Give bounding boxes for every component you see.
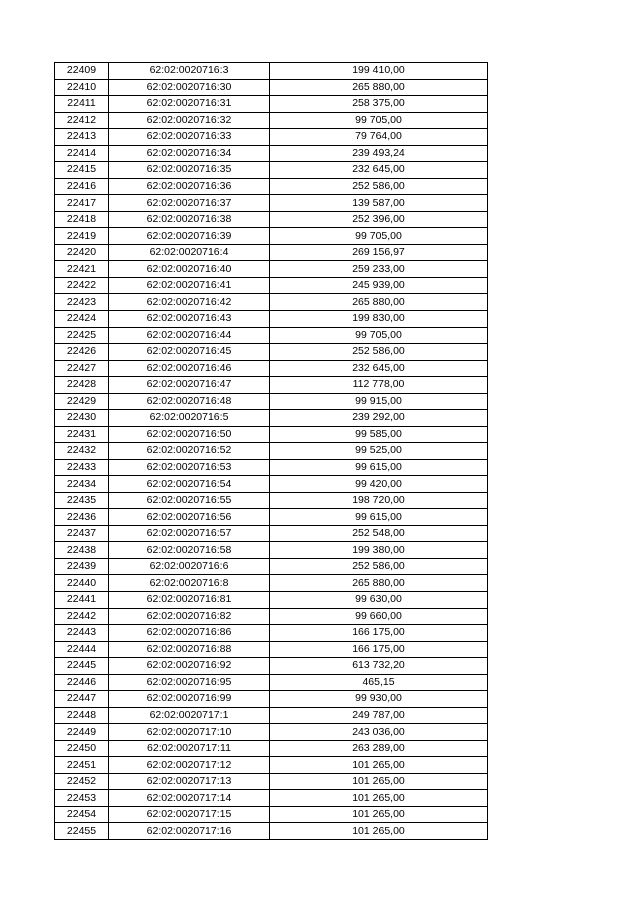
table-row	[55, 294, 488, 311]
cadastral-number-cell: 62:02:0020716:3	[109, 63, 270, 80]
table-row	[55, 261, 488, 278]
row-number-cell: 22447	[55, 691, 109, 708]
cadastral-value-cell: 166 175,00	[270, 641, 488, 658]
cadastral-value-cell: 245 939,00	[270, 277, 488, 294]
table-row	[55, 509, 488, 526]
table-row	[55, 492, 488, 509]
row-number-cell: 22449	[55, 724, 109, 741]
table-row	[55, 476, 488, 493]
cadastral-number-cell: 62:02:0020716:53	[109, 459, 270, 476]
row-number-cell: 22414	[55, 145, 109, 162]
table-row	[55, 525, 488, 542]
cadastral-number-cell: 62:02:0020716:56	[109, 509, 270, 526]
cadastral-number-cell: 62:02:0020716:46	[109, 360, 270, 377]
cadastral-value-cell: 99 705,00	[270, 228, 488, 245]
cadastral-number-cell: 62:02:0020716:82	[109, 608, 270, 625]
cadastral-value-cell: 239 292,00	[270, 410, 488, 427]
table-row	[55, 426, 488, 443]
row-number-cell: 22445	[55, 658, 109, 675]
row-number-cell: 22420	[55, 244, 109, 261]
cadastral-number-cell: 62:02:0020716:43	[109, 310, 270, 327]
cadastral-value-cell: 99 705,00	[270, 327, 488, 344]
table-row	[55, 393, 488, 410]
table-row	[55, 162, 488, 179]
row-number-cell: 22430	[55, 410, 109, 427]
cadastral-value-cell: 243 036,00	[270, 724, 488, 741]
row-number-cell: 22422	[55, 277, 109, 294]
row-number-cell: 22412	[55, 112, 109, 129]
table-row	[55, 410, 488, 427]
cadastral-number-cell: 62:02:0020716:54	[109, 476, 270, 493]
cadastral-value-cell: 265 880,00	[270, 294, 488, 311]
table-row	[55, 327, 488, 344]
cadastral-number-cell: 62:02:0020716:39	[109, 228, 270, 245]
cadastral-value-cell: 265 880,00	[270, 79, 488, 96]
table-row	[55, 773, 488, 790]
row-number-cell: 22450	[55, 740, 109, 757]
table-row	[55, 823, 488, 840]
row-number-cell: 22453	[55, 790, 109, 807]
cadastral-value-cell: 99 615,00	[270, 509, 488, 526]
cadastral-number-cell: 62:02:0020717:10	[109, 724, 270, 741]
cadastral-number-cell: 62:02:0020716:88	[109, 641, 270, 658]
cadastral-number-cell: 62:02:0020716:31	[109, 96, 270, 113]
row-number-cell: 22409	[55, 63, 109, 80]
table-row	[55, 277, 488, 294]
cadastral-value-cell: 99 705,00	[270, 112, 488, 129]
cadastral-number-cell: 62:02:0020716:81	[109, 592, 270, 609]
cadastral-number-cell: 62:02:0020717:14	[109, 790, 270, 807]
table-row	[55, 790, 488, 807]
cadastral-value-cell: 263 289,00	[270, 740, 488, 757]
row-number-cell: 22418	[55, 211, 109, 228]
row-number-cell: 22415	[55, 162, 109, 179]
table-row	[55, 96, 488, 113]
cadastral-number-cell: 62:02:0020716:4	[109, 244, 270, 261]
table-row	[55, 360, 488, 377]
cadastral-number-cell: 62:02:0020716:36	[109, 178, 270, 195]
table-row	[55, 691, 488, 708]
cadastral-value-cell: 101 265,00	[270, 757, 488, 774]
table-row	[55, 806, 488, 823]
cadastral-value-cell: 259 233,00	[270, 261, 488, 278]
table-row	[55, 575, 488, 592]
row-number-cell: 22446	[55, 674, 109, 691]
row-number-cell: 22423	[55, 294, 109, 311]
cadastral-number-cell: 62:02:0020716:30	[109, 79, 270, 96]
cadastral-number-cell: 62:02:0020716:6	[109, 558, 270, 575]
cadastral-number-cell: 62:02:0020716:33	[109, 129, 270, 146]
cadastral-number-cell: 62:02:0020716:42	[109, 294, 270, 311]
cadastral-number-cell: 62:02:0020716:52	[109, 443, 270, 460]
cadastral-number-cell: 62:02:0020716:32	[109, 112, 270, 129]
row-number-cell: 22434	[55, 476, 109, 493]
cadastral-number-cell: 62:02:0020716:38	[109, 211, 270, 228]
cadastral-number-cell: 62:02:0020717:16	[109, 823, 270, 840]
cadastral-number-cell: 62:02:0020716:44	[109, 327, 270, 344]
cadastral-number-cell: 62:02:0020716:58	[109, 542, 270, 559]
table-row	[55, 112, 488, 129]
row-number-cell: 22411	[55, 96, 109, 113]
table-row	[55, 178, 488, 195]
row-number-cell: 22442	[55, 608, 109, 625]
table-row	[55, 211, 488, 228]
row-number-cell: 22451	[55, 757, 109, 774]
row-number-cell: 22424	[55, 310, 109, 327]
cadastral-number-cell: 62:02:0020717:15	[109, 806, 270, 823]
cadastral-value-cell: 232 645,00	[270, 360, 488, 377]
cadastral-value-cell: 101 265,00	[270, 790, 488, 807]
cadastral-value-cell: 101 265,00	[270, 806, 488, 823]
row-number-cell: 22416	[55, 178, 109, 195]
table-row	[55, 145, 488, 162]
cadastral-value-cell: 99 630,00	[270, 592, 488, 609]
row-number-cell: 22441	[55, 592, 109, 609]
cadastral-number-cell: 62:02:0020716:8	[109, 575, 270, 592]
cadastral-value-cell: 269 156,97	[270, 244, 488, 261]
cadastral-value-cell: 101 265,00	[270, 773, 488, 790]
cadastral-number-cell: 62:02:0020717:12	[109, 757, 270, 774]
row-number-cell: 22425	[55, 327, 109, 344]
cadastral-value-cell: 252 586,00	[270, 344, 488, 361]
row-number-cell: 22431	[55, 426, 109, 443]
table-row	[55, 625, 488, 642]
cadastral-number-cell: 62:02:0020716:47	[109, 377, 270, 394]
cadastral-value-cell: 198 720,00	[270, 492, 488, 509]
cadastral-number-cell: 62:02:0020716:50	[109, 426, 270, 443]
cadastral-value-cell: 112 778,00	[270, 377, 488, 394]
cadastral-value-cell: 99 420,00	[270, 476, 488, 493]
cadastral-value-table	[54, 62, 488, 840]
cadastral-value-cell: 232 645,00	[270, 162, 488, 179]
cadastral-number-cell: 62:02:0020716:86	[109, 625, 270, 642]
cadastral-value-cell: 613 732,20	[270, 658, 488, 675]
cadastral-number-cell: 62:02:0020717:11	[109, 740, 270, 757]
row-number-cell: 22444	[55, 641, 109, 658]
cadastral-number-cell: 62:02:0020716:92	[109, 658, 270, 675]
row-number-cell: 22443	[55, 625, 109, 642]
row-number-cell: 22433	[55, 459, 109, 476]
table-row	[55, 542, 488, 559]
cadastral-value-cell: 99 660,00	[270, 608, 488, 625]
cadastral-number-cell: 62:02:0020716:40	[109, 261, 270, 278]
cadastral-number-cell: 62:02:0020716:99	[109, 691, 270, 708]
table-row	[55, 195, 488, 212]
table-row	[55, 592, 488, 609]
cadastral-number-cell: 62:02:0020717:13	[109, 773, 270, 790]
cadastral-value-cell: 252 396,00	[270, 211, 488, 228]
table-row	[55, 608, 488, 625]
cadastral-value-cell: 99 585,00	[270, 426, 488, 443]
cadastral-value-cell: 199 410,00	[270, 63, 488, 80]
table-body	[55, 63, 488, 840]
cadastral-value-cell: 239 493,24	[270, 145, 488, 162]
cadastral-value-cell: 252 586,00	[270, 558, 488, 575]
table-row	[55, 79, 488, 96]
table-row	[55, 63, 488, 80]
row-number-cell: 22440	[55, 575, 109, 592]
row-number-cell: 22437	[55, 525, 109, 542]
cadastral-number-cell: 62:02:0020716:55	[109, 492, 270, 509]
cadastral-value-cell: 249 787,00	[270, 707, 488, 724]
row-number-cell: 22421	[55, 261, 109, 278]
cadastral-value-cell: 99 525,00	[270, 443, 488, 460]
row-number-cell: 22428	[55, 377, 109, 394]
cadastral-value-cell: 99 615,00	[270, 459, 488, 476]
row-number-cell: 22426	[55, 344, 109, 361]
cadastral-value-cell: 465,15	[270, 674, 488, 691]
cadastral-value-cell: 265 880,00	[270, 575, 488, 592]
table-row	[55, 757, 488, 774]
cadastral-number-cell: 62:02:0020716:57	[109, 525, 270, 542]
cadastral-value-cell: 99 930,00	[270, 691, 488, 708]
table-row	[55, 724, 488, 741]
table-row	[55, 674, 488, 691]
table-row	[55, 740, 488, 757]
row-number-cell: 22435	[55, 492, 109, 509]
row-number-cell: 22438	[55, 542, 109, 559]
cadastral-value-cell: 199 380,00	[270, 542, 488, 559]
cadastral-number-cell: 62:02:0020716:35	[109, 162, 270, 179]
row-number-cell: 22427	[55, 360, 109, 377]
row-number-cell: 22454	[55, 806, 109, 823]
table-row	[55, 344, 488, 361]
row-number-cell: 22439	[55, 558, 109, 575]
table-row	[55, 658, 488, 675]
cadastral-number-cell: 62:02:0020716:95	[109, 674, 270, 691]
table-row	[55, 558, 488, 575]
row-number-cell: 22429	[55, 393, 109, 410]
cadastral-value-cell: 252 586,00	[270, 178, 488, 195]
row-number-cell: 22452	[55, 773, 109, 790]
cadastral-value-cell: 258 375,00	[270, 96, 488, 113]
table-row	[55, 377, 488, 394]
row-number-cell: 22410	[55, 79, 109, 96]
row-number-cell: 22417	[55, 195, 109, 212]
table-row	[55, 310, 488, 327]
cadastral-value-cell: 139 587,00	[270, 195, 488, 212]
table-row	[55, 129, 488, 146]
table-row	[55, 443, 488, 460]
cadastral-value-cell: 101 265,00	[270, 823, 488, 840]
cadastral-number-cell: 62:02:0020716:45	[109, 344, 270, 361]
table-row	[55, 641, 488, 658]
table-row	[55, 228, 488, 245]
cadastral-value-cell: 252 548,00	[270, 525, 488, 542]
table-row	[55, 459, 488, 476]
cadastral-number-cell: 62:02:0020716:34	[109, 145, 270, 162]
table-row	[55, 244, 488, 261]
cadastral-number-cell: 62:02:0020716:48	[109, 393, 270, 410]
cadastral-value-cell: 99 915,00	[270, 393, 488, 410]
row-number-cell: 22419	[55, 228, 109, 245]
row-number-cell: 22455	[55, 823, 109, 840]
row-number-cell: 22413	[55, 129, 109, 146]
row-number-cell: 22448	[55, 707, 109, 724]
row-number-cell: 22436	[55, 509, 109, 526]
cadastral-number-cell: 62:02:0020717:1	[109, 707, 270, 724]
cadastral-number-cell: 62:02:0020716:5	[109, 410, 270, 427]
table-row	[55, 707, 488, 724]
cadastral-value-cell: 199 830,00	[270, 310, 488, 327]
cadastral-number-cell: 62:02:0020716:41	[109, 277, 270, 294]
cadastral-number-cell: 62:02:0020716:37	[109, 195, 270, 212]
cadastral-value-cell: 166 175,00	[270, 625, 488, 642]
row-number-cell: 22432	[55, 443, 109, 460]
cadastral-value-cell: 79 764,00	[270, 129, 488, 146]
